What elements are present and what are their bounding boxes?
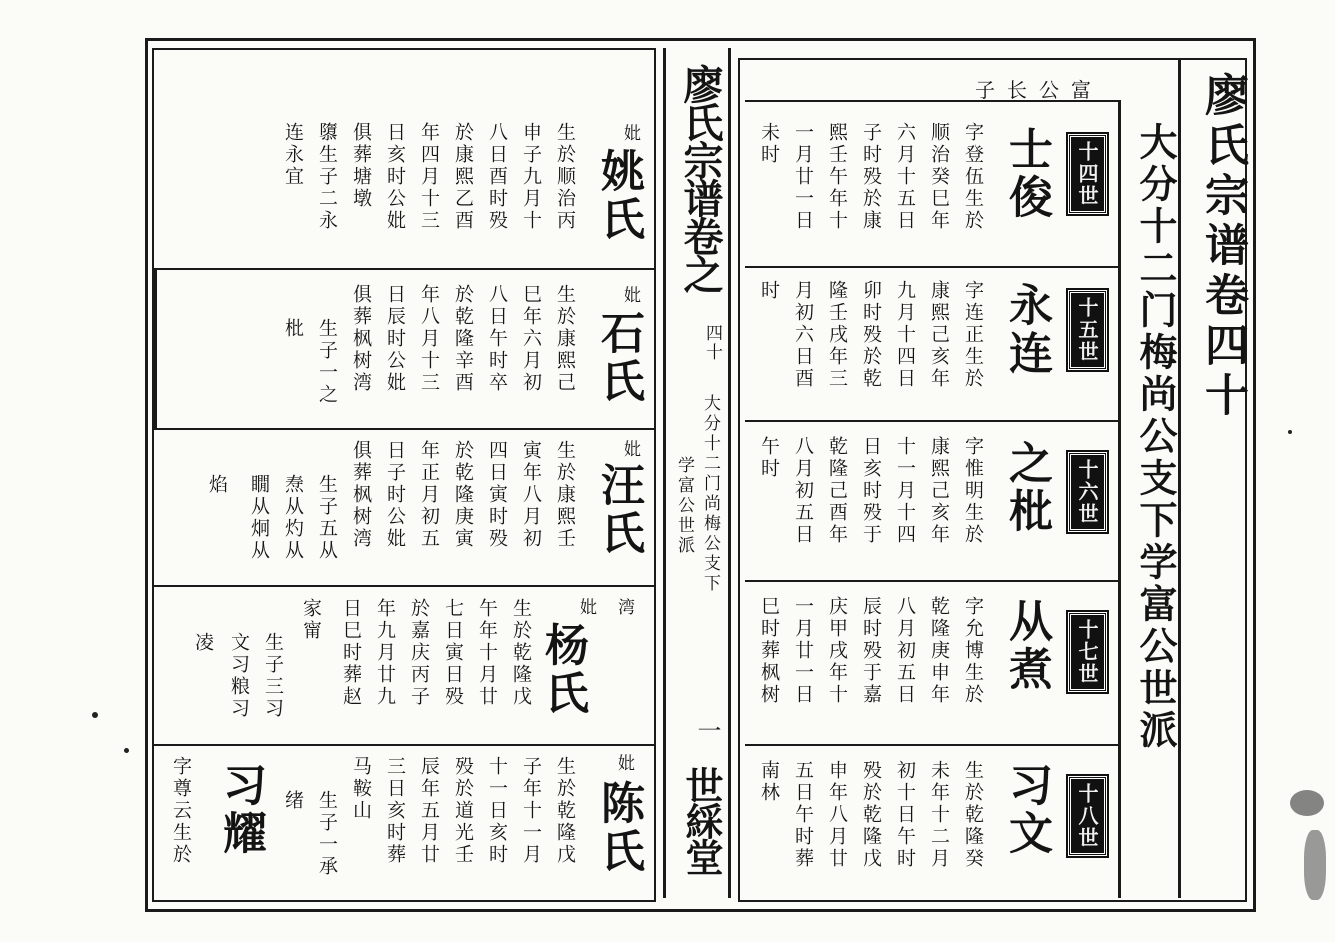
entry-line: 於嘉庆丙子 [408, 598, 430, 708]
entry-line: 生於乾隆戊 [554, 756, 576, 866]
entry-name: 士俊 [1001, 126, 1052, 222]
spouse-prefix: 妣 [620, 124, 640, 143]
entry-line: 乾隆庚申年 [928, 596, 950, 706]
left-row-divider-3 [152, 585, 654, 587]
entry-line: 字尊云生於 [170, 756, 192, 866]
spouse-prefix: 妣 [614, 754, 634, 773]
entry-line: 绪 [282, 790, 304, 812]
entry-line: 一月廿一日 [792, 122, 814, 232]
spouse-name: 杨氏 [537, 622, 588, 718]
entry-line: 八日酉时殁 [486, 122, 508, 232]
entry-line: 申子九月十 [520, 122, 542, 232]
entry-line: 南林 [758, 760, 780, 804]
entry-line: 卯时殁於乾 [860, 280, 882, 390]
entry-line: 未年十二月 [928, 760, 950, 870]
spouse-prefix: 妣 [620, 440, 640, 459]
entry-line: 生於乾隆癸 [962, 760, 984, 870]
right-row-divider-3 [745, 580, 1118, 582]
entry-line: 生子五从 [316, 474, 338, 562]
entry-line: 於康熙乙酉 [452, 122, 474, 232]
generation-badge: 十五世 [1068, 290, 1107, 370]
volume-title: 廖氏宗谱卷四十 [1197, 72, 1248, 422]
entry-line: 生於乾隆戊 [510, 598, 532, 708]
entry-line: 十一月十四 [894, 436, 916, 546]
entry-line: 年九月廿九 [374, 598, 396, 708]
entry-name: 习耀 [215, 762, 266, 858]
spine-page-number: 一 [693, 718, 721, 744]
entry-line: 俱葬枫树湾 [350, 284, 372, 394]
spouse-name: 陈氏 [593, 780, 644, 876]
entry-line: 五日午时葬 [792, 760, 814, 870]
top-label-rule [745, 100, 1118, 102]
entry-line: 日辰时公妣 [384, 284, 406, 394]
spouse-name: 石氏 [593, 310, 644, 406]
entry-name: 之枇 [1001, 440, 1052, 536]
left-row-divider-4 [152, 744, 654, 746]
entry-line: 八月初五日 [894, 596, 916, 706]
entry-line: 一月廿一日 [792, 596, 814, 706]
entry-line: 字允博生於 [962, 596, 984, 706]
scan-speck [1290, 790, 1324, 816]
entry-line: 四日寅时殁 [486, 440, 508, 550]
entry-line: 子时殁於康 [860, 122, 882, 232]
entry-line: 生於康熙己 [554, 284, 576, 394]
entry-line: 年四月十三 [418, 122, 440, 232]
entry-line: 日巳时葬赵 [340, 598, 362, 708]
entry-line: 辰时殁于嘉 [860, 596, 882, 706]
spouse-name: 姚氏 [593, 148, 644, 244]
entry-line: 文习粮习 [228, 632, 250, 720]
entry-line: 年正月初五 [418, 440, 440, 550]
lineage-subtitle: 大分十二门梅尚公支下学富公世派 [1133, 122, 1178, 752]
right-row-divider-4 [745, 744, 1118, 746]
entry-line: 日亥时公妣 [384, 122, 406, 232]
entry-line: 时 [758, 280, 780, 302]
entry-line: 月初六日酉 [792, 280, 814, 390]
scan-speck [92, 712, 98, 718]
entry-line: 十一日亥时 [486, 756, 508, 866]
right-row-divider-2 [745, 420, 1118, 422]
left-row-divider-1 [152, 268, 654, 270]
entry-line: 连永宜 [282, 122, 304, 188]
entry-line: 六月十五日 [894, 122, 916, 232]
scan-speck [124, 748, 129, 753]
entry-line: 字惟明生於 [962, 436, 984, 546]
entry-line: 枇 [282, 318, 304, 340]
left-row-bracket [152, 268, 157, 428]
entry-line: 生於康熙壬 [554, 440, 576, 550]
entry-line: 初十日午时 [894, 760, 916, 870]
entry-line: 顺治癸巳年 [928, 122, 950, 232]
entry-line: 於乾隆庚寅 [452, 440, 474, 550]
entry-line: 生子三习 [262, 632, 284, 720]
scan-speck [1288, 430, 1292, 434]
generation-badge: 十七世 [1068, 612, 1107, 692]
entry-line: 辰年五月廿 [418, 756, 440, 866]
generation-badge: 十四世 [1068, 134, 1107, 214]
entry-line: 殁於乾隆戊 [860, 760, 882, 870]
entry-line: 七日寅日殁 [442, 598, 464, 708]
entry-line: 申年八月廿 [826, 760, 848, 870]
spine-volume-number: 四十 [702, 324, 722, 362]
spine-title: 廖氏宗谱卷之 [677, 64, 724, 292]
left-row-divider-2 [152, 428, 654, 430]
entry-line: 乾隆己酉年 [826, 436, 848, 546]
entry-line: 家甯 [300, 598, 322, 642]
spouse-prefix: 妣 [620, 286, 640, 305]
entry-line: 康熙己亥年 [928, 280, 950, 390]
right-row-divider-1 [745, 266, 1118, 268]
entry-name: 从煮 [1001, 598, 1052, 694]
entry-line: 俱葬塘墩 [350, 122, 372, 210]
spine-hall-name: 世綵堂 [679, 766, 724, 874]
entry-line: 日子时公妣 [384, 440, 406, 550]
entry-line: 字连正生於 [962, 280, 984, 390]
entry-line: 瞯从炯从 [248, 474, 270, 562]
entry-line: 巳时葬枫树 [758, 596, 780, 706]
entry-line: 生子一承 [316, 790, 338, 878]
spine-section: 大分十二门尚梅公支下 [700, 394, 720, 594]
spine-sub-section: 学富公世派 [674, 456, 694, 556]
generation-badge: 十六世 [1068, 452, 1107, 532]
entry-line: 康熙己亥年 [928, 436, 950, 546]
entry-line: 殁於道光壬 [452, 756, 474, 866]
entry-line: 字登伍生於 [962, 122, 984, 232]
entry-line: 俱葬枫树湾 [350, 440, 372, 550]
entry-line: 子年十一月 [520, 756, 542, 866]
entry-line: 焘从灼从 [282, 474, 304, 562]
entry-line: 隳生子二永 [316, 122, 338, 232]
entry-name: 习文 [1001, 762, 1052, 858]
subtitle-column-border [1118, 100, 1121, 898]
entry-line: 年八月十三 [418, 284, 440, 394]
entry-line: 午时 [758, 436, 780, 480]
spouse-name: 汪氏 [593, 462, 644, 558]
entry-line: 三日亥时葬 [384, 756, 406, 866]
margin-note: 湾 [614, 598, 634, 617]
entry-line: 隆壬戌年三 [826, 280, 848, 390]
entry-line: 庆甲戌年十 [826, 596, 848, 706]
entry-line: 凌 [192, 632, 214, 654]
entry-line: 熙壬午年十 [826, 122, 848, 232]
entry-line: 生於顺治丙 [554, 122, 576, 232]
generation-badge: 十八世 [1068, 776, 1107, 856]
entry-line: 日亥时殁于 [860, 436, 882, 546]
scan-speck [1304, 830, 1326, 900]
entry-line: 未时 [758, 122, 780, 166]
entry-line: 九月十四日 [894, 280, 916, 390]
entry-line: 八日午时卒 [486, 284, 508, 394]
spine-border-left [663, 48, 666, 898]
top-label: 富公长子 [975, 78, 1103, 102]
entry-line: 寅年八月初 [520, 440, 542, 550]
entry-name: 永连 [1001, 282, 1052, 378]
entry-line: 生子一之 [316, 318, 338, 406]
entry-line: 马鞍山 [350, 756, 372, 822]
entry-line: 焰 [206, 474, 228, 496]
entry-line: 午年十月廿 [476, 598, 498, 708]
entry-line: 八月初五日 [792, 436, 814, 546]
entry-line: 於乾隆辛酉 [452, 284, 474, 394]
entry-line: 巳年六月初 [520, 284, 542, 394]
spouse-prefix: 妣 [576, 598, 596, 617]
